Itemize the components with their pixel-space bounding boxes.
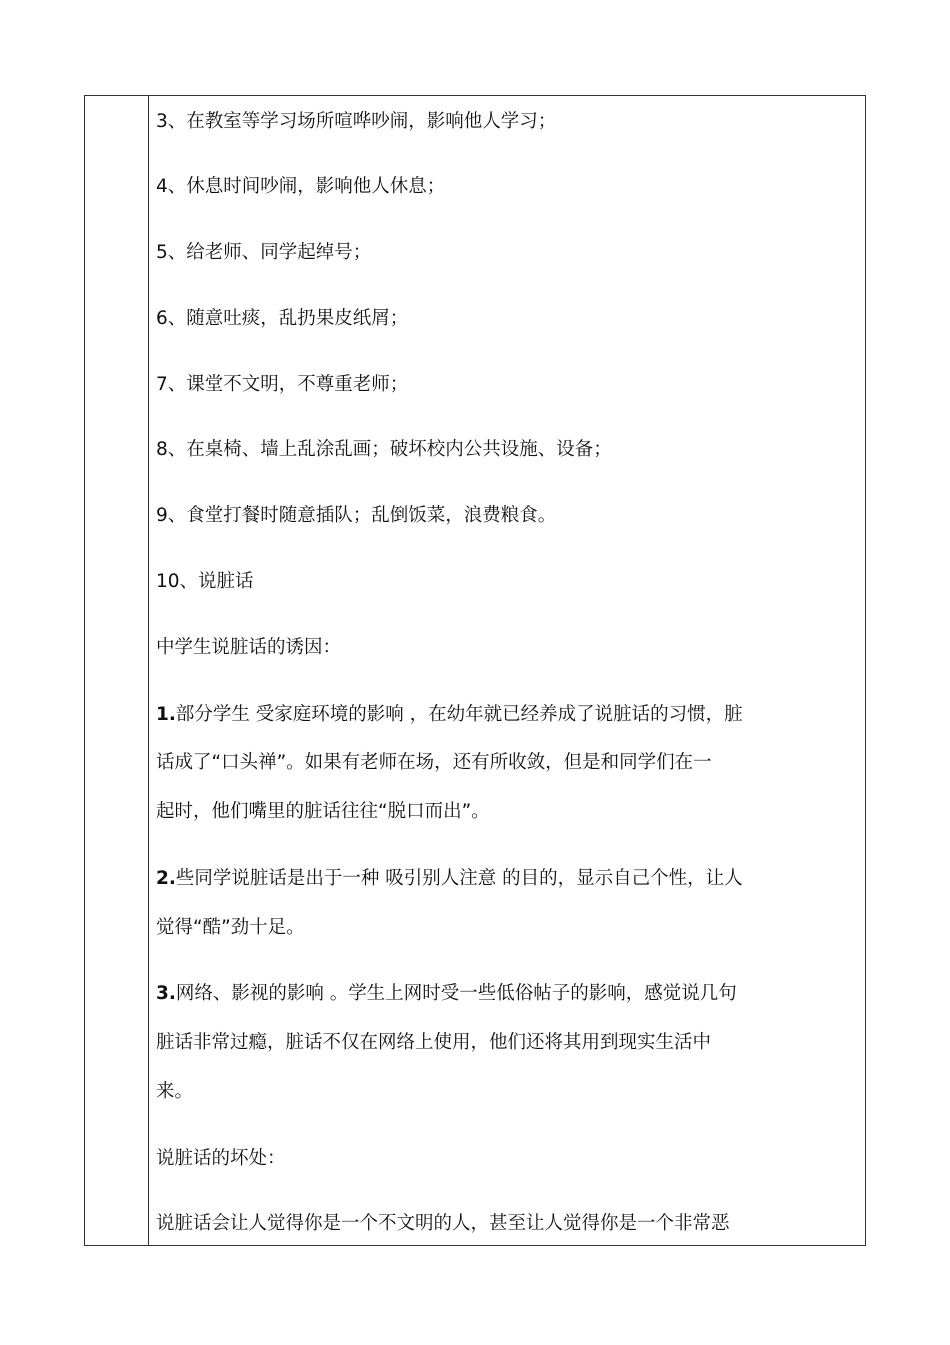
rule-item-7: 7、课堂不文明，不尊重老师；	[156, 374, 409, 395]
cause-2-line-1: 2.些同学说脏话是出于一种 吸引别人注意 的目的，显示自己个性，让人	[156, 868, 743, 889]
harm-text: 说脏话会让人觉得你是一个不文明的人，甚至让人觉得你是一个非常恶	[156, 1213, 730, 1234]
cause-3-line-2: 脏话非常过瘾，脏话不仅在网络上使用，他们还将其用到现实生活中	[156, 1032, 712, 1053]
rule-item-10: 10、说脏话	[156, 571, 254, 592]
harm-heading: 说脏话的坏处：	[156, 1148, 286, 1169]
rule-item-8: 8、在桌椅、墙上乱涂乱画；破坏校内公共设施、设备；	[156, 439, 612, 460]
cause-1-line-3: 起时，他们嘴里的脏话往往“脱口而出”。	[156, 801, 490, 822]
rule-item-3: 3、在教室等学习场所喧哗吵闹，影响他人学习；	[156, 111, 557, 132]
cause-1-line-1: 1.部分学生 受家庭环境的影响 ，在幼年就已经养成了说脏话的习惯，脏	[156, 704, 743, 725]
cause-3-line-3: 来。	[156, 1081, 194, 1102]
content-table	[84, 95, 866, 1246]
right-column-cell	[149, 96, 865, 1245]
cause-3-number: 3.	[156, 983, 176, 1004]
causes-heading: 中学生说脏话的诱因：	[156, 637, 342, 658]
left-column-cell	[85, 96, 149, 1245]
rule-item-6: 6、随意吐痰，乱扔果皮纸屑；	[156, 308, 409, 329]
cause-3-line-1: 3.网络、影视的影响 。学生上网时受一些低俗帖子的影响，感觉说几句	[156, 983, 737, 1004]
cause-1-number: 1.	[156, 704, 176, 725]
cause-1-line-2: 话成了“口头禅”。如果有老师在场，还有所收敛，但是和同学们在一	[156, 752, 712, 773]
rule-item-9: 9、食堂打餐时随意插队；乱倒饭菜，浪费粮食。	[156, 505, 557, 526]
cause-2-line-2: 觉得“酷”劲十足。	[156, 917, 305, 938]
rule-item-5: 5、给老师、同学起绰号；	[156, 242, 372, 263]
rule-item-4: 4、休息时间吵闹，影响他人休息；	[156, 176, 446, 197]
cause-2-number: 2.	[156, 868, 176, 889]
